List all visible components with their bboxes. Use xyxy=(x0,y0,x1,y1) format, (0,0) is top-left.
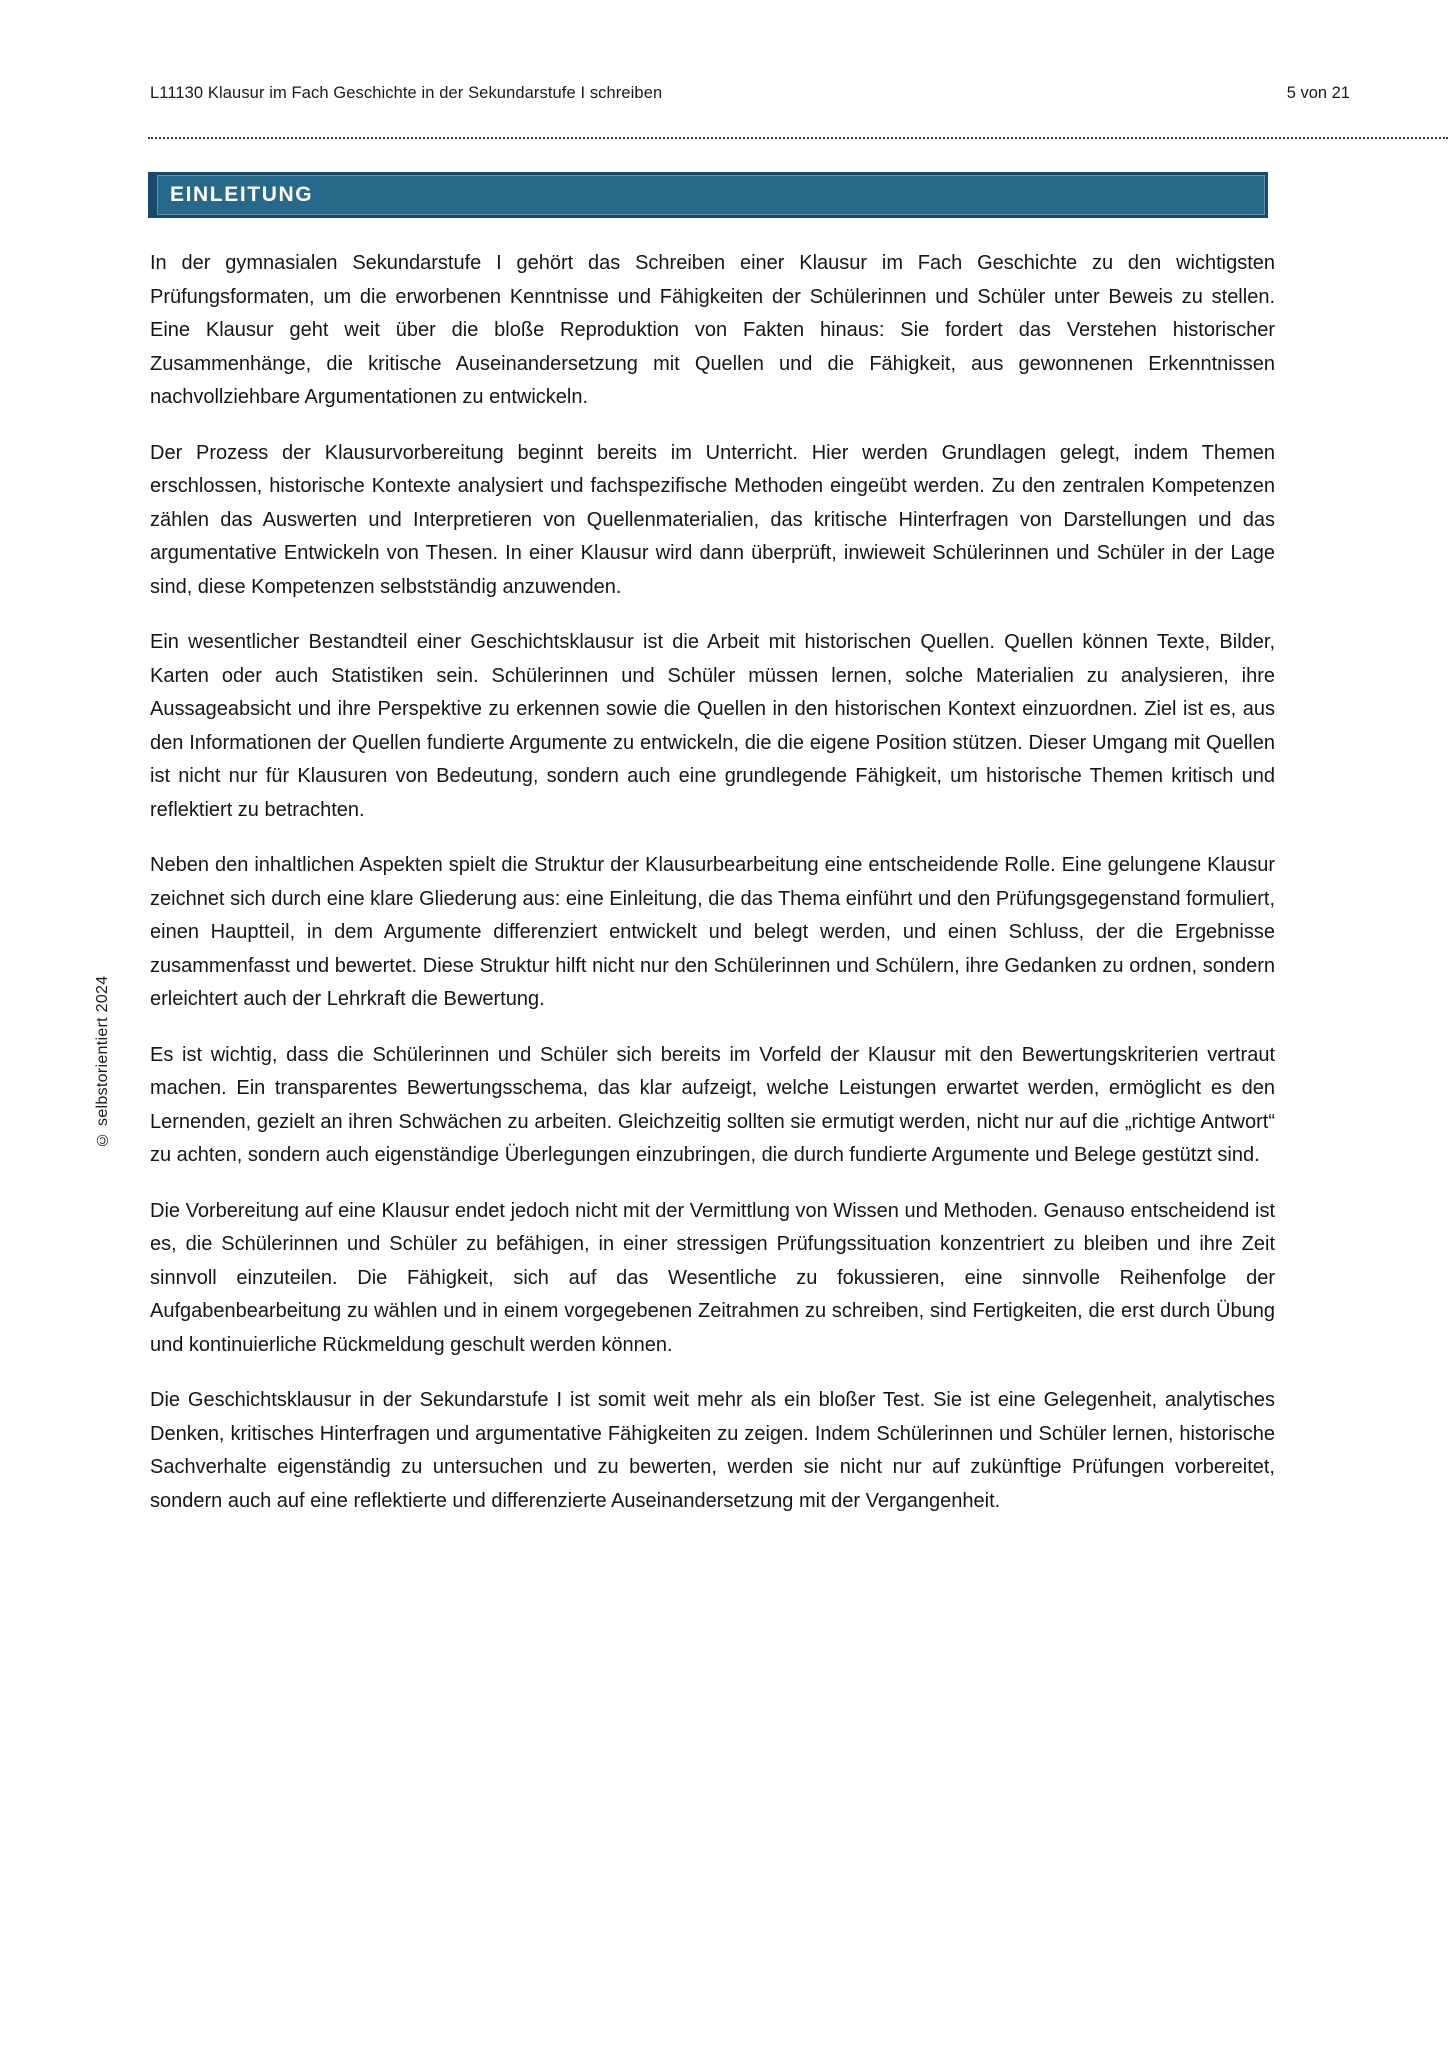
page-number: 5 von 21 xyxy=(1286,84,1350,102)
paragraph: Es ist wichtig, dass die Schülerinnen und Schüler sich bereits im Vorfeld der Klausur mit den Bewertungskriterien vertraut machen. Ein transparentes Bewertungsschema, das klar aufzeigt, welche Leistungen erwartet werden, ermöglicht es den Lernenden, gezielt an ihren Schwächen zu arbeiten. Gleichzeitig sollten sie ermutigt werden, nicht nur auf die „richtige Antwort“ zu achten, sondern auch eigenständige Überlegungen einzubringen, die durch fundierte Argumente und Belege gestützt sind. xyxy=(150,1043,1275,1166)
paragraph: In der gymnasialen Sekundarstufe I gehört das Schreiben einer Klausur im Fach Geschichte zu den wichtigsten Prüfungsformaten, um die erworbenen Kenntnisse und Fähigkeiten der Schülerinnen und Schüler unter Beweis zu stellen. Eine Klausur geht weit über die bloße Reproduktion von Fakten hinaus: Sie fordert das Verstehen historischer Zusammenhänge, die kritische Auseinandersetzung mit Quellen und die Fähigkeit, aus gewonnenen Erkenntnissen nachvollziehbare Argumentationen zu entwickeln. xyxy=(150,252,1275,408)
section-banner xyxy=(148,172,1268,218)
paragraph: Ein wesentlicher Bestandteil einer Geschichtsklausur ist die Arbeit mit historischen Quellen. Quellen können Texte, Bilder, Karten oder auch Statistiken sein. Schülerinnen und Schüler müssen lernen, solche Materialien zu analysieren, ihre Aussageabsicht und ihre Perspektive zu erkennen sowie die Quellen in den historischen Kontext einzuordnen. Ziel ist es, aus den Informationen der Quellen fundierte Argumente zu entwickeln, die die eigene Position stützen. Dieser Umgang mit Quellen ist nicht nur für Klausuren von Bedeutung, sondern auch eine grundlegende Fähigkeit, um historische Themen kritisch und reflektiert zu betrachten. xyxy=(150,631,1275,821)
header-divider xyxy=(148,121,1448,139)
paragraph: Die Vorbereitung auf eine Klausur endet jedoch nicht mit der Vermittlung von Wissen und Methoden. Genauso entscheidend ist es, die Schülerinnen und Schüler zu befähigen, in einer stressigen Prüfungssituation konzentriert zu bleiben und ihre Zeit sinnvoll einzuteilen. Die Fähigkeit, sich auf das Wesentliche zu fokussieren, eine sinnvolle Reihenfolge der Aufgabenbearbeitung zu wählen und in einem vorgegebenen Zeitrahmen zu schreiben, sind Fertigkeiten, die erst durch Übung und kontinuierliche Rückmeldung geschult werden können. xyxy=(150,1199,1275,1356)
copyright-credit: © selbstorientiert 2024 xyxy=(94,975,111,1148)
page-header xyxy=(150,84,1350,103)
paragraph: Neben den inhaltlichen Aspekten spielt die Struktur der Klausurbearbeitung eine entscheidende Rolle. Eine gelungene Klausur zeichnet sich durch eine klare Gliederung aus: eine Einleitung, die das Thema einführt und den Prüfungsgegenstand formuliert, einen Hauptteil, in dem Argumente differenziert entwickelt und belegt werden, und einen Schluss, der die Ergebnisse zusammenfasst und bewertet. Diese Struktur hilft nicht nur den Schülerinnen und Schülern, ihre Gedanken zu ordnen, sondern erleichtert auch der Lehrkraft die Bewertung. xyxy=(150,854,1275,1010)
paragraph: Der Prozess der Klausurvorbereitung beginnt bereits im Unterricht. Hier werden Grundlagen gelegt, indem Themen erschlossen, historische Kontexte analysiert und fachspezifische Methoden eingeübt werden. Zu den zentralen Kompetenzen zählen das Auswerten und Interpretieren von Quellenmaterialien, das kritische Hinterfragen von Darstellungen und das argumentative Entwickeln von Thesen. In einer Klausur wird dann überprüft, inwieweit Schülerinnen und Schüler in der Lage sind, diese Kompetenzen selbstständig anzuwenden. xyxy=(150,441,1275,598)
section-heading: EINLEITUNG xyxy=(170,183,314,206)
document-title: L11130 Klausur im Fach Geschichte in der Sekundarstufe I schreiben xyxy=(150,84,663,102)
body-text xyxy=(150,247,1275,1540)
paragraph: Die Geschichtsklausur in der Sekundarstufe I ist somit weit mehr als ein bloßer Test. Sie ist eine Gelegenheit, analytisches Denken, kritisches Hinterfragen und argumentative Fähigkeiten zu zeigen. Indem Schülerinnen und Schüler lernen, historische Sachverhalte eigenständig zu untersuchen und zu bewerten, werden sie nicht nur auf zukünftige Prüfungen vorbereitet, sondern auch auf eine reflektierte und differenzierte Auseinandersetzung mit der Vergangenheit. xyxy=(150,1389,1275,1512)
